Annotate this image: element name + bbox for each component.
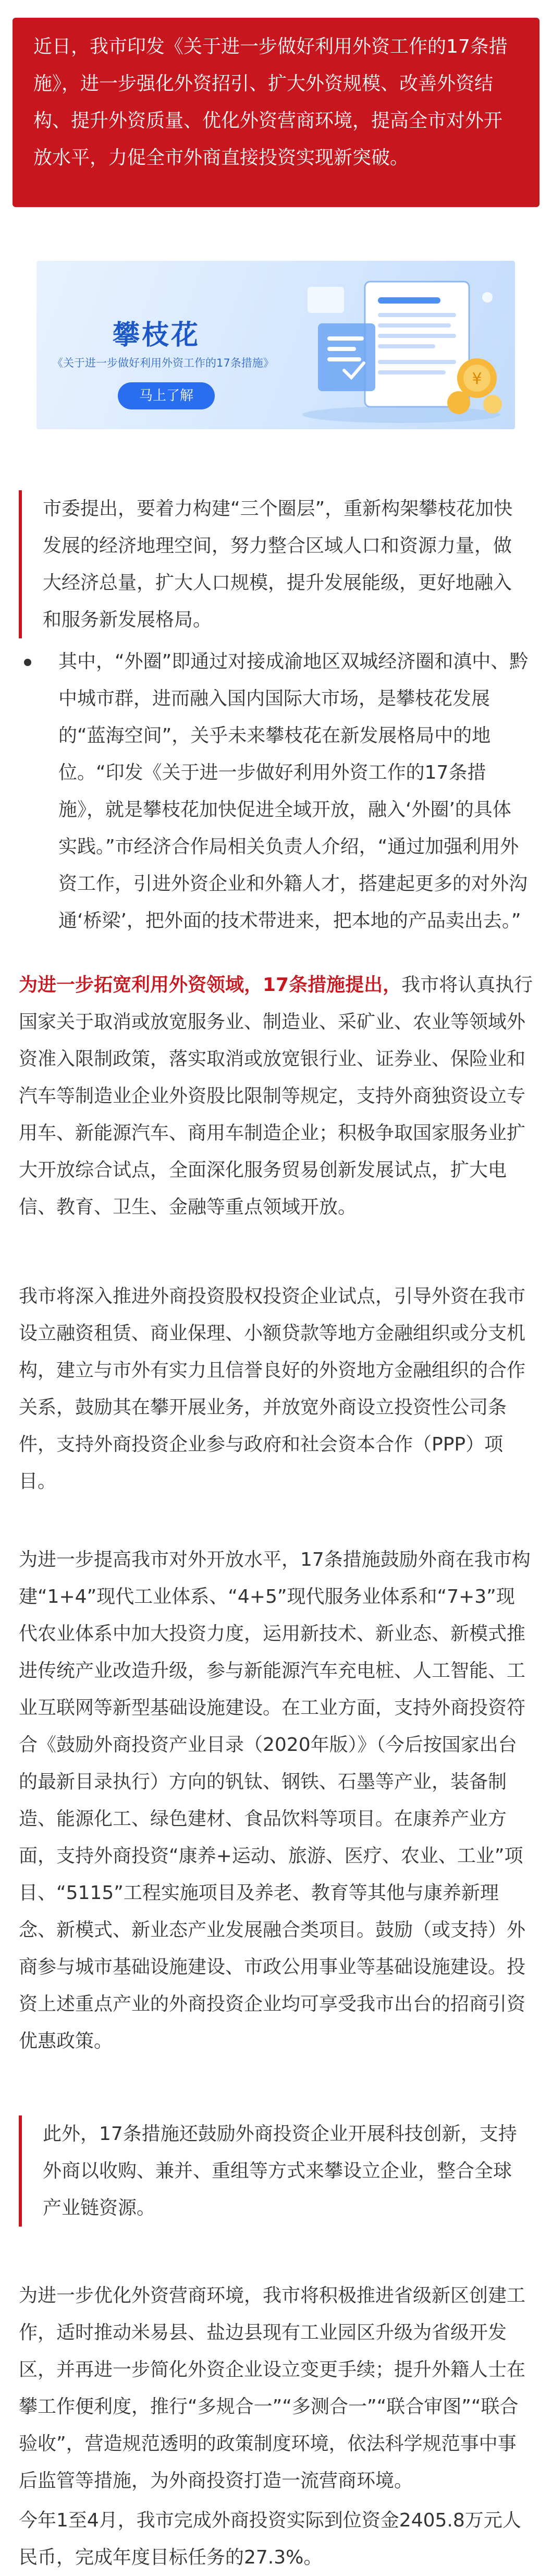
policy-banner[interactable] <box>36 261 515 429</box>
banner-title: 攀枝花 <box>113 320 201 351</box>
paragraph-open-fields-text: 我市将认真执行国家关于取消或放宽服务业、制造业、采矿业、农业等领域外资准入限制政策，落实取消或放宽银行业、证券业、保险业和汽车等制造业企业外资股比限制等规定，支持外商独资设立专用车、新能源汽车、商用车制造企业；积极争取国家服务业扩大开放综合试点，全面深化服务贸易创新发展试点，扩大电信、教育、卫生、金融等重点领域开放。 <box>19 974 533 1218</box>
quote-block-innovation <box>19 2115 519 2227</box>
document-illustration <box>287 266 511 425</box>
quote-block-circles <box>19 490 519 638</box>
paragraph-open-fields <box>19 966 533 1226</box>
paragraph-business-environment: 为进一步优化外资营商环境，我市将积极推进省级新区创建工作，适时推动米易县、盐边县现有工业园区升级为省级开发区，并再进一步简化外资企业设立变更手续；提升外籍人士在攀工作便利度，推行“多规合一”“多测合一”“联合审图”“联合验收”，营造规范透明的政策制度环境，依法科学规范事中事后监管等措施，为外商投资打造一流营商环境。 <box>19 2285 526 2492</box>
paragraph-finance: 我市将深入推进外商投资股权投资企业试点，引导外资在我市设立融资租赁、商业保理、小额贷款等地方金融组织或分支机构，建立与市外有实力且信誉良好的外资地方金融组织的合作关系，鼓励其在攀开展业务，并放宽外商设立投资性公司条件，支持外商投资企业参与政府和社会资本合作（PPP）项目。 <box>19 1286 526 1492</box>
quote-circles-text: 市委提出，要着力构建“三个圈层”，重新构架攀枝花加快发展的经济地理空间，努力整合区域人口和资源力量，做大经济总量，扩大人口规模，提升发展能级，更好地融入和服务新发展格局。 <box>43 498 513 631</box>
learn-more-button[interactable]: 马上了解 <box>118 382 215 409</box>
bullet-dot-icon <box>24 659 31 666</box>
banner-subtitle: 《关于进一步做好利用外资工作的17条措施》 <box>52 357 274 369</box>
bullet-outer-circle-text: 其中，“外圈”即通过对接成渝地区双城经济圈和滇中、黔中城市群，进而融入国内国际大市场，是攀枝花发展的“蓝海空间”，关乎未来攀枝花在新发展格局中的地位。“印发《关于进一步做好利用外资工作的17条措施》，就是攀枝花加快促进全域开放，融入‘外圈’的具体实践。”市经济合作局相关负责人介绍，“通过加强利用外资工作，引进外资企业和外籍人才，搭建起更多的对外沟通‘桥梁’，把外面的技术带进来，把本地的产品卖出去。” <box>58 651 529 932</box>
bullet-outer-circle <box>19 643 530 939</box>
paragraph-industry: 为进一步提高我市对外开放水平，17条措施鼓励外商在我市构建“1+4”现代工业体系、“4+5”现代服务业体系和“7+3”现代农业体系中加大投资力度，运用新技术、新业态、新模式推进传统产业改造升级，参与新能源汽车充电桩、人工智能、工业互联网等新型基础设施建设。在工业方面，支持外商投资符合《鼓励外商投资产业目录（2020年版）》（今后按国家出台的最新目录执行）方向的钒钛、钢铁、石墨等产业，装备制造、能源化工、绿色建材、食品饮料等项目。在康养产业方面，支持外商投资“康养+运动、旅游、医疗、农业、工业”项目、“5115”工程实施项目及养老、教育等其他与康养新理念、新模式、新业态产业发展融合类项目。鼓励（或支持）外商参与城市基础设施建设、市政公用事业等基础设施建设。投资上述重点产业的外商投资企业均可享受我市出台的招商引资优惠政策。 <box>19 1549 531 2052</box>
quote-innovation-text: 此外，17条措施还鼓励外商投资企业开展科技创新，支持外商以收购、兼并、重组等方式来攀设立企业，整合全球产业链资源。 <box>43 2123 517 2219</box>
paragraph-results: 今年1至4月，我市完成外商投资实际到位资金2405.8万元人民币，完成年度目标任务的27.3%。 <box>19 2510 521 2568</box>
svg-text:¥: ¥ <box>472 370 482 388</box>
intro-box <box>13 18 539 207</box>
paragraph-open-fields-lead: 为进一步拓宽利用外资领域，17条措施提出， <box>19 974 402 996</box>
intro-text: 近日，我市印发《关于进一步做好利用外资工作的17条措施》，进一步强化外资招引、扩大外资规模、改善外资结构、提升外资质量、优化外资营商环境，提高全市对外开放水平，力促全市外商直接投资实现新突破。 <box>33 36 508 168</box>
